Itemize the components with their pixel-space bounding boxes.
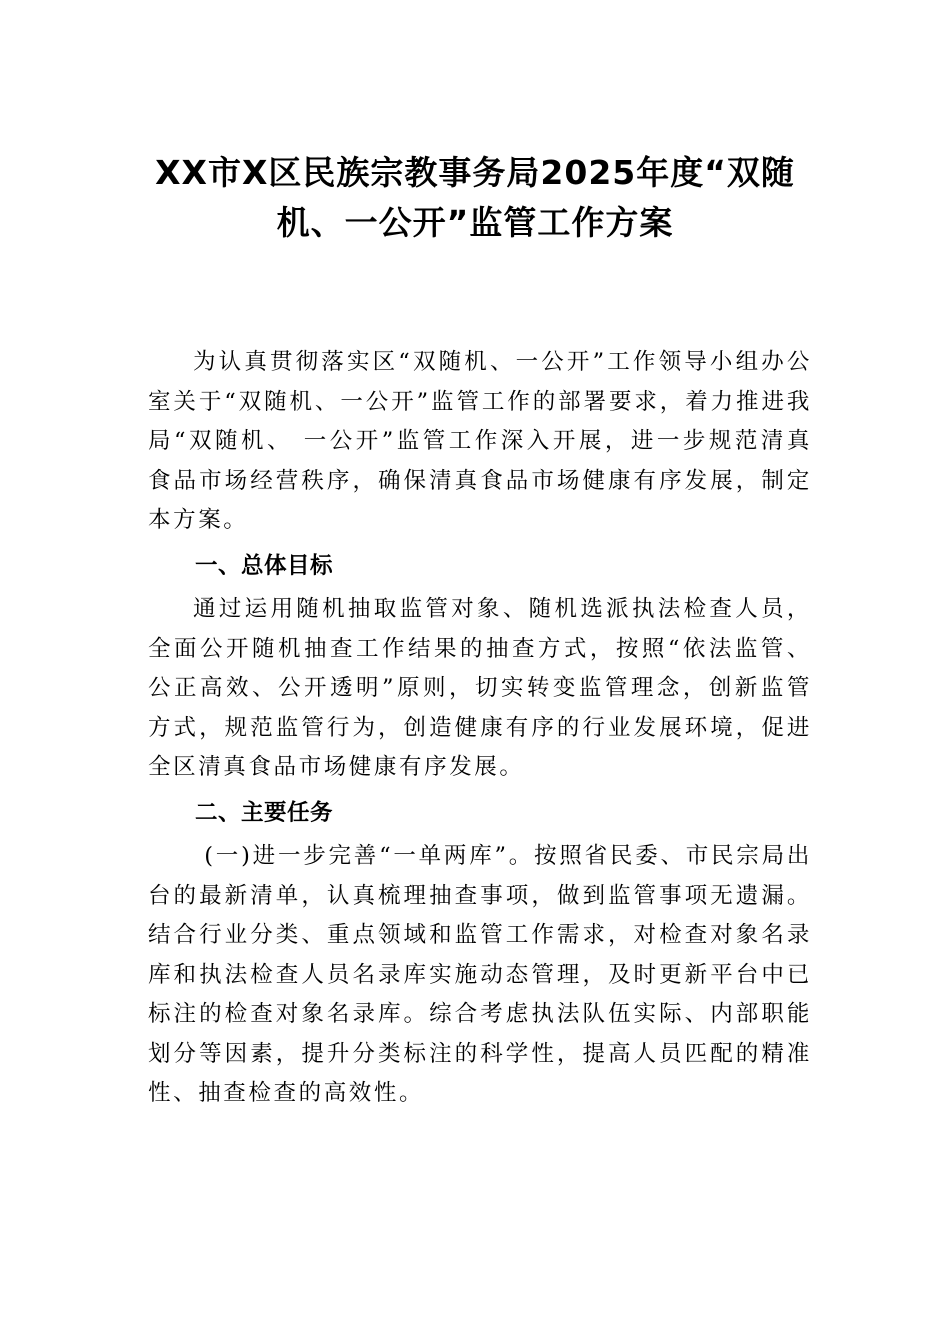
section-paragraph-overall-goal: 通过运用随机抽取监管对象、随机选派执法检查人员，全面公开随机抽查工作结果的抽查方式，按照“依法监管、公正高效、公开透明”原则，切实转变监管理念，创新监管方式，规范监管行为，创造健康有序的行业发展环境，促进全区清真食品市场健康有序发展。: [148, 596, 812, 780]
document-body: [148, 343, 812, 1114]
document-title: [100, 148, 850, 248]
section-heading-main-tasks: 二、主要任务: [195, 799, 334, 826]
title-line-2: 机、一公开”监管工作方案: [276, 203, 674, 242]
title-line-1: XX市X区民族宗教事务局2025年度“双随: [155, 153, 795, 192]
section-heading-overall-goal: 一、总体目标: [195, 552, 334, 579]
section-paragraph-main-tasks: (一)进一步完善“一单两库”。按照省民委、市民宗局出台的最新清单，认真梳理抽查事项，做到监管事项无遗漏。结合行业分类、重点领域和监管工作需求，对检查对象名录库和执法检查人员名录库实施动态管理，及时更新平台中已标注的检查对象名录库。综合考虑执法队伍实际、内部职能划分等因素，提升分类标注的科学性，提高人员匹配的精准性、抽查检查的高效性。: [148, 843, 812, 1106]
intro-paragraph: 为认真贯彻落实区“双随机、一公开”工作领导小组办公室关于“双随机、一公开”监管工作的部署要求，着力推进我局“双随机、 一公开”监管工作深入开展，进一步规范清真食品市场经营秩序，确保清真食品市场健康有序发展，制定本方案。: [148, 349, 812, 533]
